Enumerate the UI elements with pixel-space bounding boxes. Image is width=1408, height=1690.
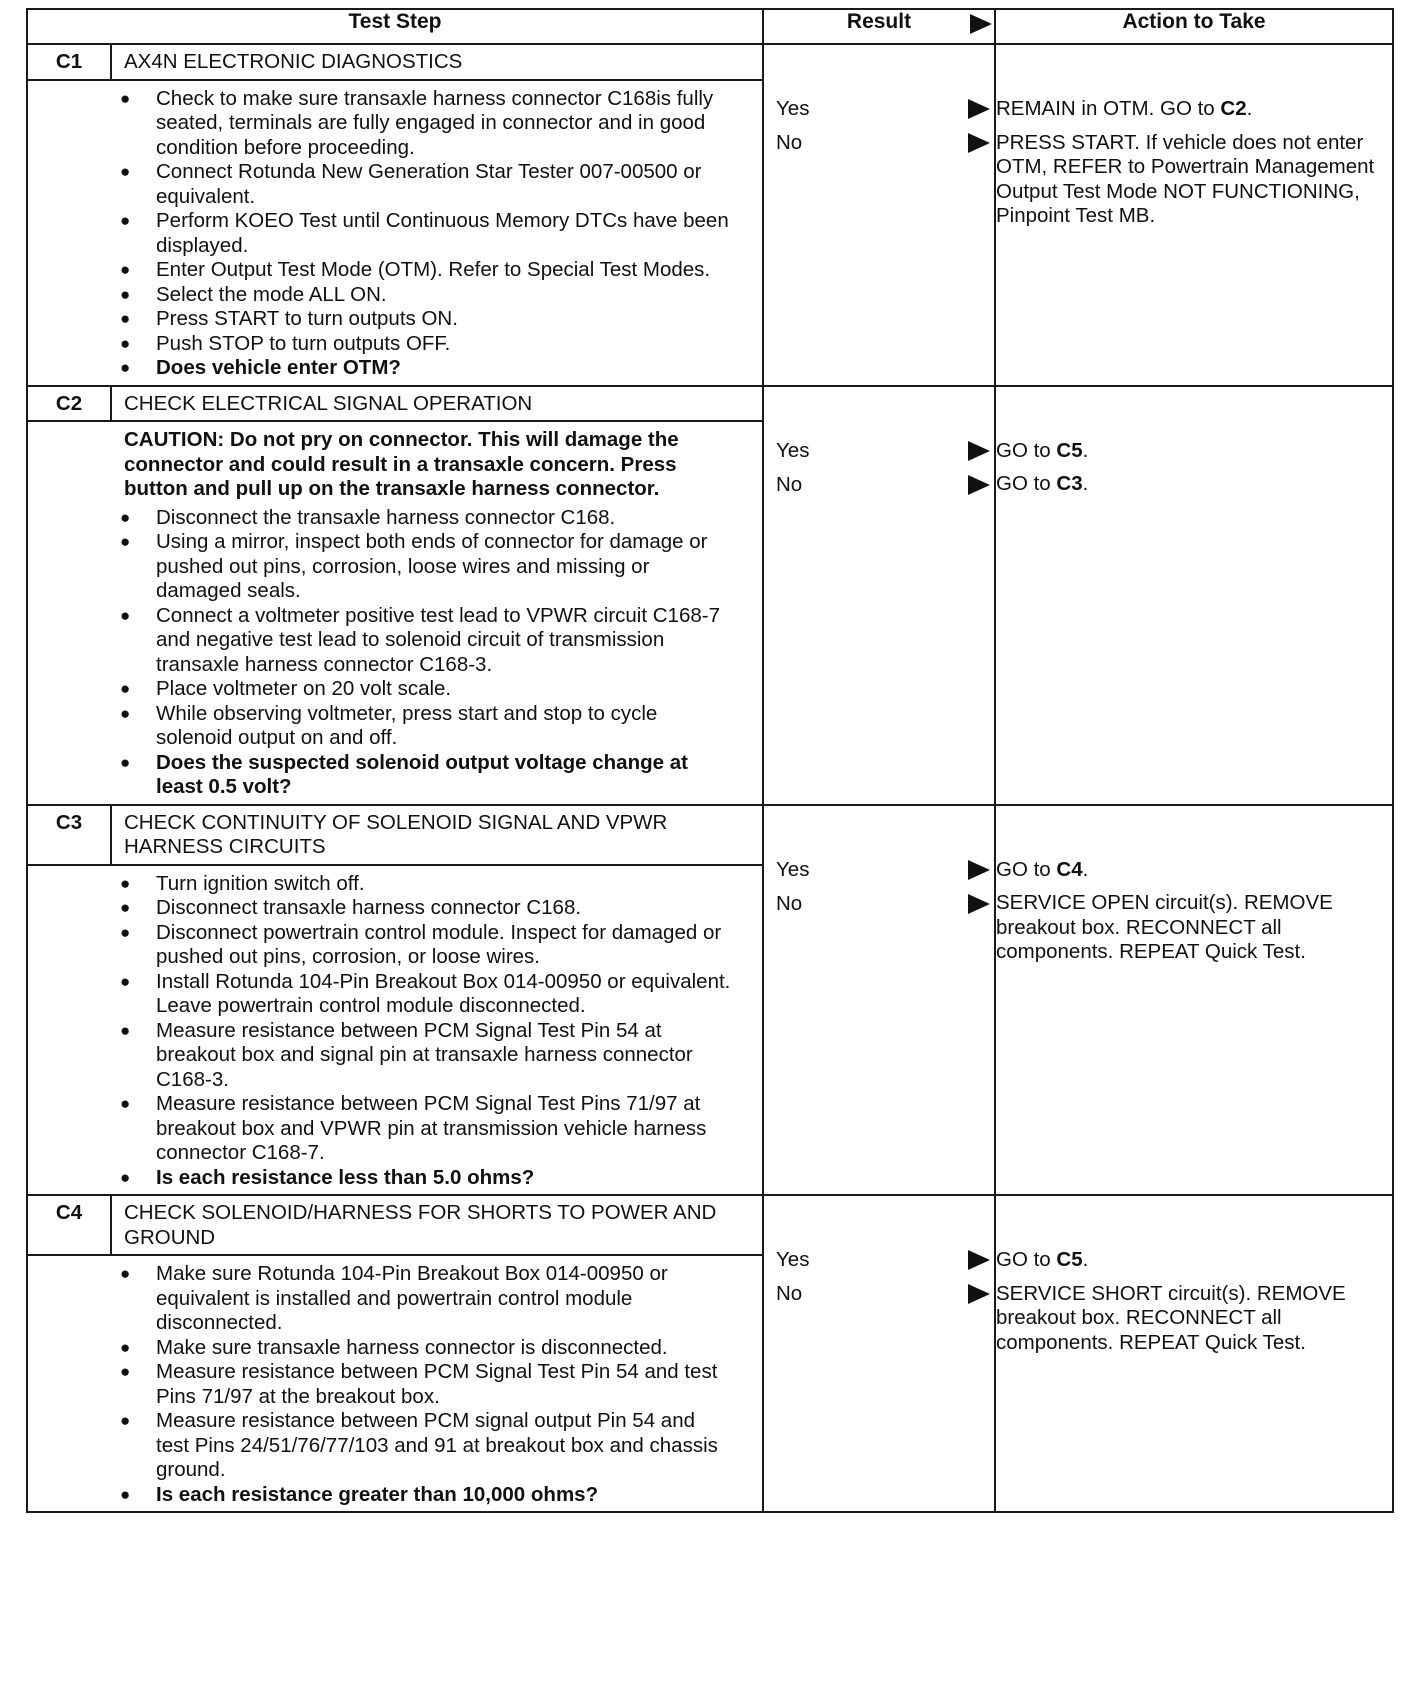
- step-header: [28, 1196, 762, 1256]
- step-title: AX4N ELECTRONIC DIAGNOSTICS: [124, 50, 463, 73]
- step-row: [27, 44, 1393, 386]
- step-title: CHECK SOLENOID/HARNESS FOR SHORTS TO POWER AND GROUND: [124, 1201, 717, 1249]
- arrow-right-icon: [968, 894, 990, 914]
- step-bullet-list: [28, 1262, 732, 1507]
- diagnostic-table-page: [26, 8, 1392, 1513]
- bullet-item: ● Measure resistance between PCM signal output Pin 54 and test Pins 24/51/76/77/103 and 91 at breakout box and chassis ground.: [28, 1409, 732, 1483]
- arrow-right-icon: [968, 133, 990, 153]
- step-body: [28, 1256, 762, 1511]
- result-label: No: [776, 472, 803, 496]
- header-test-step: Test Step: [27, 9, 763, 44]
- caution-text: CAUTION: Do not pry on connector. This will damage the connector and could result in a transaxle concern. Press button and pull up on the transaxle harness connector.: [124, 428, 679, 500]
- bullet-item: ● Make sure transaxle harness connector is disconnected.: [28, 1336, 732, 1361]
- bullet-item: ● Make sure Rotunda 104-Pin Breakout Box 014-00950 or equivalent is installed and powertrain control module disconnected.: [28, 1262, 732, 1336]
- action-suffix: .: [1246, 97, 1253, 120]
- bullet-item: ● Press START to turn outputs ON.: [28, 307, 732, 332]
- action-text: [996, 858, 1392, 883]
- step-question: ● Does the suspected solenoid output voltage change at least 0.5 volt?: [28, 751, 732, 800]
- step-id: C1: [28, 45, 112, 79]
- bullet-item: ● Measure resistance between PCM Signal Test Pins 71/97 at breakout box and VPWR pin at transmission vehicle harness connector C168-7.: [28, 1092, 732, 1166]
- step-header: [28, 45, 762, 81]
- action-suffix: .: [1082, 438, 1089, 462]
- result-label: Yes: [776, 1248, 810, 1271]
- result-cell: [763, 44, 995, 386]
- result-line: [764, 439, 994, 473]
- header-result: [763, 9, 995, 44]
- step-body: [28, 866, 762, 1195]
- step-header: [28, 387, 762, 423]
- diagnostic-table: [26, 8, 1394, 1513]
- step-id: C3: [28, 806, 112, 864]
- result-label: Yes: [776, 97, 810, 120]
- step-bullet-list: [28, 506, 732, 800]
- result-label: No: [776, 1282, 803, 1305]
- bullet-item: ● While observing voltmeter, press start and stop to cycle solenoid output on and off.: [28, 702, 732, 751]
- action-prefix: SERVICE OPEN circuit(s). REMOVE breakout box. RECONNECT all components. REPEAT Quick Test.: [996, 891, 1333, 963]
- action-text: [996, 97, 1392, 122]
- step-question: ● Is each resistance less than 5.0 ohms?: [28, 1166, 732, 1191]
- action-text: [996, 1282, 1392, 1356]
- action-cell: [995, 386, 1393, 805]
- result-line: [764, 892, 994, 926]
- table-header-row: [27, 9, 1393, 44]
- result-line: [764, 1248, 994, 1282]
- step-bullet-list: [28, 87, 732, 381]
- bullet-item: ● Measure resistance between PCM Signal Test Pin 54 at breakout box and signal pin at transaxle harness connector C168-3.: [28, 1019, 732, 1093]
- result-line: [764, 97, 994, 131]
- bullet-item: ● Disconnect transaxle harness connector C168.: [28, 896, 732, 921]
- action-cell: [995, 44, 1393, 386]
- arrow-right-icon: [970, 14, 992, 34]
- action-text: [996, 472, 1392, 497]
- bullet-item: ● Connect a voltmeter positive test lead to VPWR circuit C168-7 and negative test lead to solenoid circuit of transmission transaxle harness connector C168-3.: [28, 604, 732, 678]
- step-bullet-list: [28, 872, 732, 1191]
- step-header: [28, 806, 762, 866]
- result-line: [764, 858, 994, 892]
- step-id: C4: [28, 1196, 112, 1254]
- result-cell: [763, 386, 995, 805]
- step-cell: [27, 1195, 763, 1512]
- result-line: [764, 1282, 994, 1316]
- bullet-item: ● Disconnect powertrain control module. Inspect for damaged or pushed out pins, corrosion, or loose wires.: [28, 921, 732, 970]
- action-prefix: GO to: [996, 472, 1057, 495]
- bullet-item: ● Measure resistance between PCM Signal Test Pin 54 and test Pins 71/97 at the breakout box.: [28, 1360, 732, 1409]
- step-cell: [27, 44, 763, 386]
- step-title: CHECK ELECTRICAL SIGNAL OPERATION: [124, 391, 533, 415]
- bullet-item: ● Enter Output Test Mode (OTM). Refer to Special Test Modes.: [28, 258, 732, 283]
- bullet-item: ● Perform KOEO Test until Continuous Memory DTCs have been displayed.: [28, 209, 732, 258]
- action-text: [996, 439, 1392, 464]
- action-step-ref: C4: [1056, 857, 1083, 881]
- action-prefix: GO to: [996, 438, 1057, 462]
- bullet-item: ● Select the mode ALL ON.: [28, 283, 732, 308]
- action-suffix: .: [1082, 857, 1089, 881]
- arrow-right-icon: [968, 860, 990, 880]
- result-cell: [763, 805, 995, 1196]
- result-line: [764, 473, 994, 507]
- arrow-right-icon: [968, 475, 990, 495]
- arrow-right-icon: [968, 441, 990, 461]
- action-prefix: GO to: [996, 857, 1057, 881]
- action-text: [996, 1248, 1392, 1273]
- action-prefix: SERVICE SHORT circuit(s). REMOVE breakout box. RECONNECT all components. REPEAT Quick Test.: [996, 1281, 1346, 1354]
- result-cell: [763, 1195, 995, 1512]
- bullet-item: ● Install Rotunda 104-Pin Breakout Box 014-00950 or equivalent. Leave powertrain control module disconnected.: [28, 970, 732, 1019]
- result-label: Yes: [776, 438, 810, 462]
- action-step-ref: C3: [1056, 472, 1083, 495]
- step-title: CHECK CONTINUITY OF SOLENOID SIGNAL AND VPWR HARNESS CIRCUITS: [124, 810, 668, 858]
- step-body: [28, 81, 762, 385]
- bullet-item: ● Push STOP to turn outputs OFF.: [28, 332, 732, 357]
- bullet-item: ● Turn ignition switch off.: [28, 872, 732, 897]
- result-label: No: [776, 891, 803, 915]
- arrow-right-icon: [968, 1250, 990, 1270]
- arrow-right-icon: [968, 1284, 990, 1304]
- step-question: ● Is each resistance greater than 10,000 ohms?: [28, 1483, 732, 1508]
- step-id: C2: [28, 387, 112, 421]
- bullet-item: ● Check to make sure transaxle harness connector C168is fully seated, terminals are fully engaged in connector and in good condition before proceeding.: [28, 87, 732, 161]
- step-row: [27, 386, 1393, 805]
- action-prefix: GO to: [996, 1248, 1057, 1271]
- step-row: [27, 1195, 1393, 1512]
- action-text: [996, 891, 1392, 965]
- table-body: [27, 44, 1393, 1512]
- action-step-ref: C5: [1056, 1248, 1083, 1271]
- bullet-item: ● Connect Rotunda New Generation Star Tester 007-00500 or equivalent.: [28, 160, 732, 209]
- action-suffix: .: [1082, 472, 1089, 495]
- action-suffix: .: [1082, 1248, 1089, 1271]
- action-step-ref: C2: [1220, 97, 1247, 120]
- bullet-item: ● Place voltmeter on 20 volt scale.: [28, 677, 732, 702]
- result-label: Yes: [776, 857, 810, 881]
- header-action: Action to Take: [995, 9, 1393, 44]
- step-cell: [27, 386, 763, 805]
- action-cell: [995, 1195, 1393, 1512]
- action-cell: [995, 805, 1393, 1196]
- step-question: ● Does vehicle enter OTM?: [28, 356, 732, 381]
- bullet-item: ● Using a mirror, inspect both ends of connector for damage or pushed out pins, corrosion, loose wires and missing or damaged seals.: [28, 530, 732, 604]
- result-label: No: [776, 131, 803, 154]
- step-cell: [27, 805, 763, 1196]
- action-text: [996, 131, 1392, 229]
- action-prefix: PRESS START. If vehicle does not enter OTM, REFER to Powertrain Management Output Test Mode NOT FUNCTIONING, Pinpoint Test MB.: [996, 130, 1375, 227]
- arrow-right-icon: [968, 99, 990, 119]
- step-row: [27, 805, 1393, 1196]
- step-body: [28, 422, 762, 804]
- bullet-item: ● Disconnect the transaxle harness connector C168.: [28, 506, 732, 531]
- header-result-label: Result: [846, 10, 912, 33]
- action-step-ref: C5: [1056, 438, 1083, 462]
- action-prefix: REMAIN in OTM. GO to: [996, 97, 1221, 120]
- result-line: [764, 131, 994, 165]
